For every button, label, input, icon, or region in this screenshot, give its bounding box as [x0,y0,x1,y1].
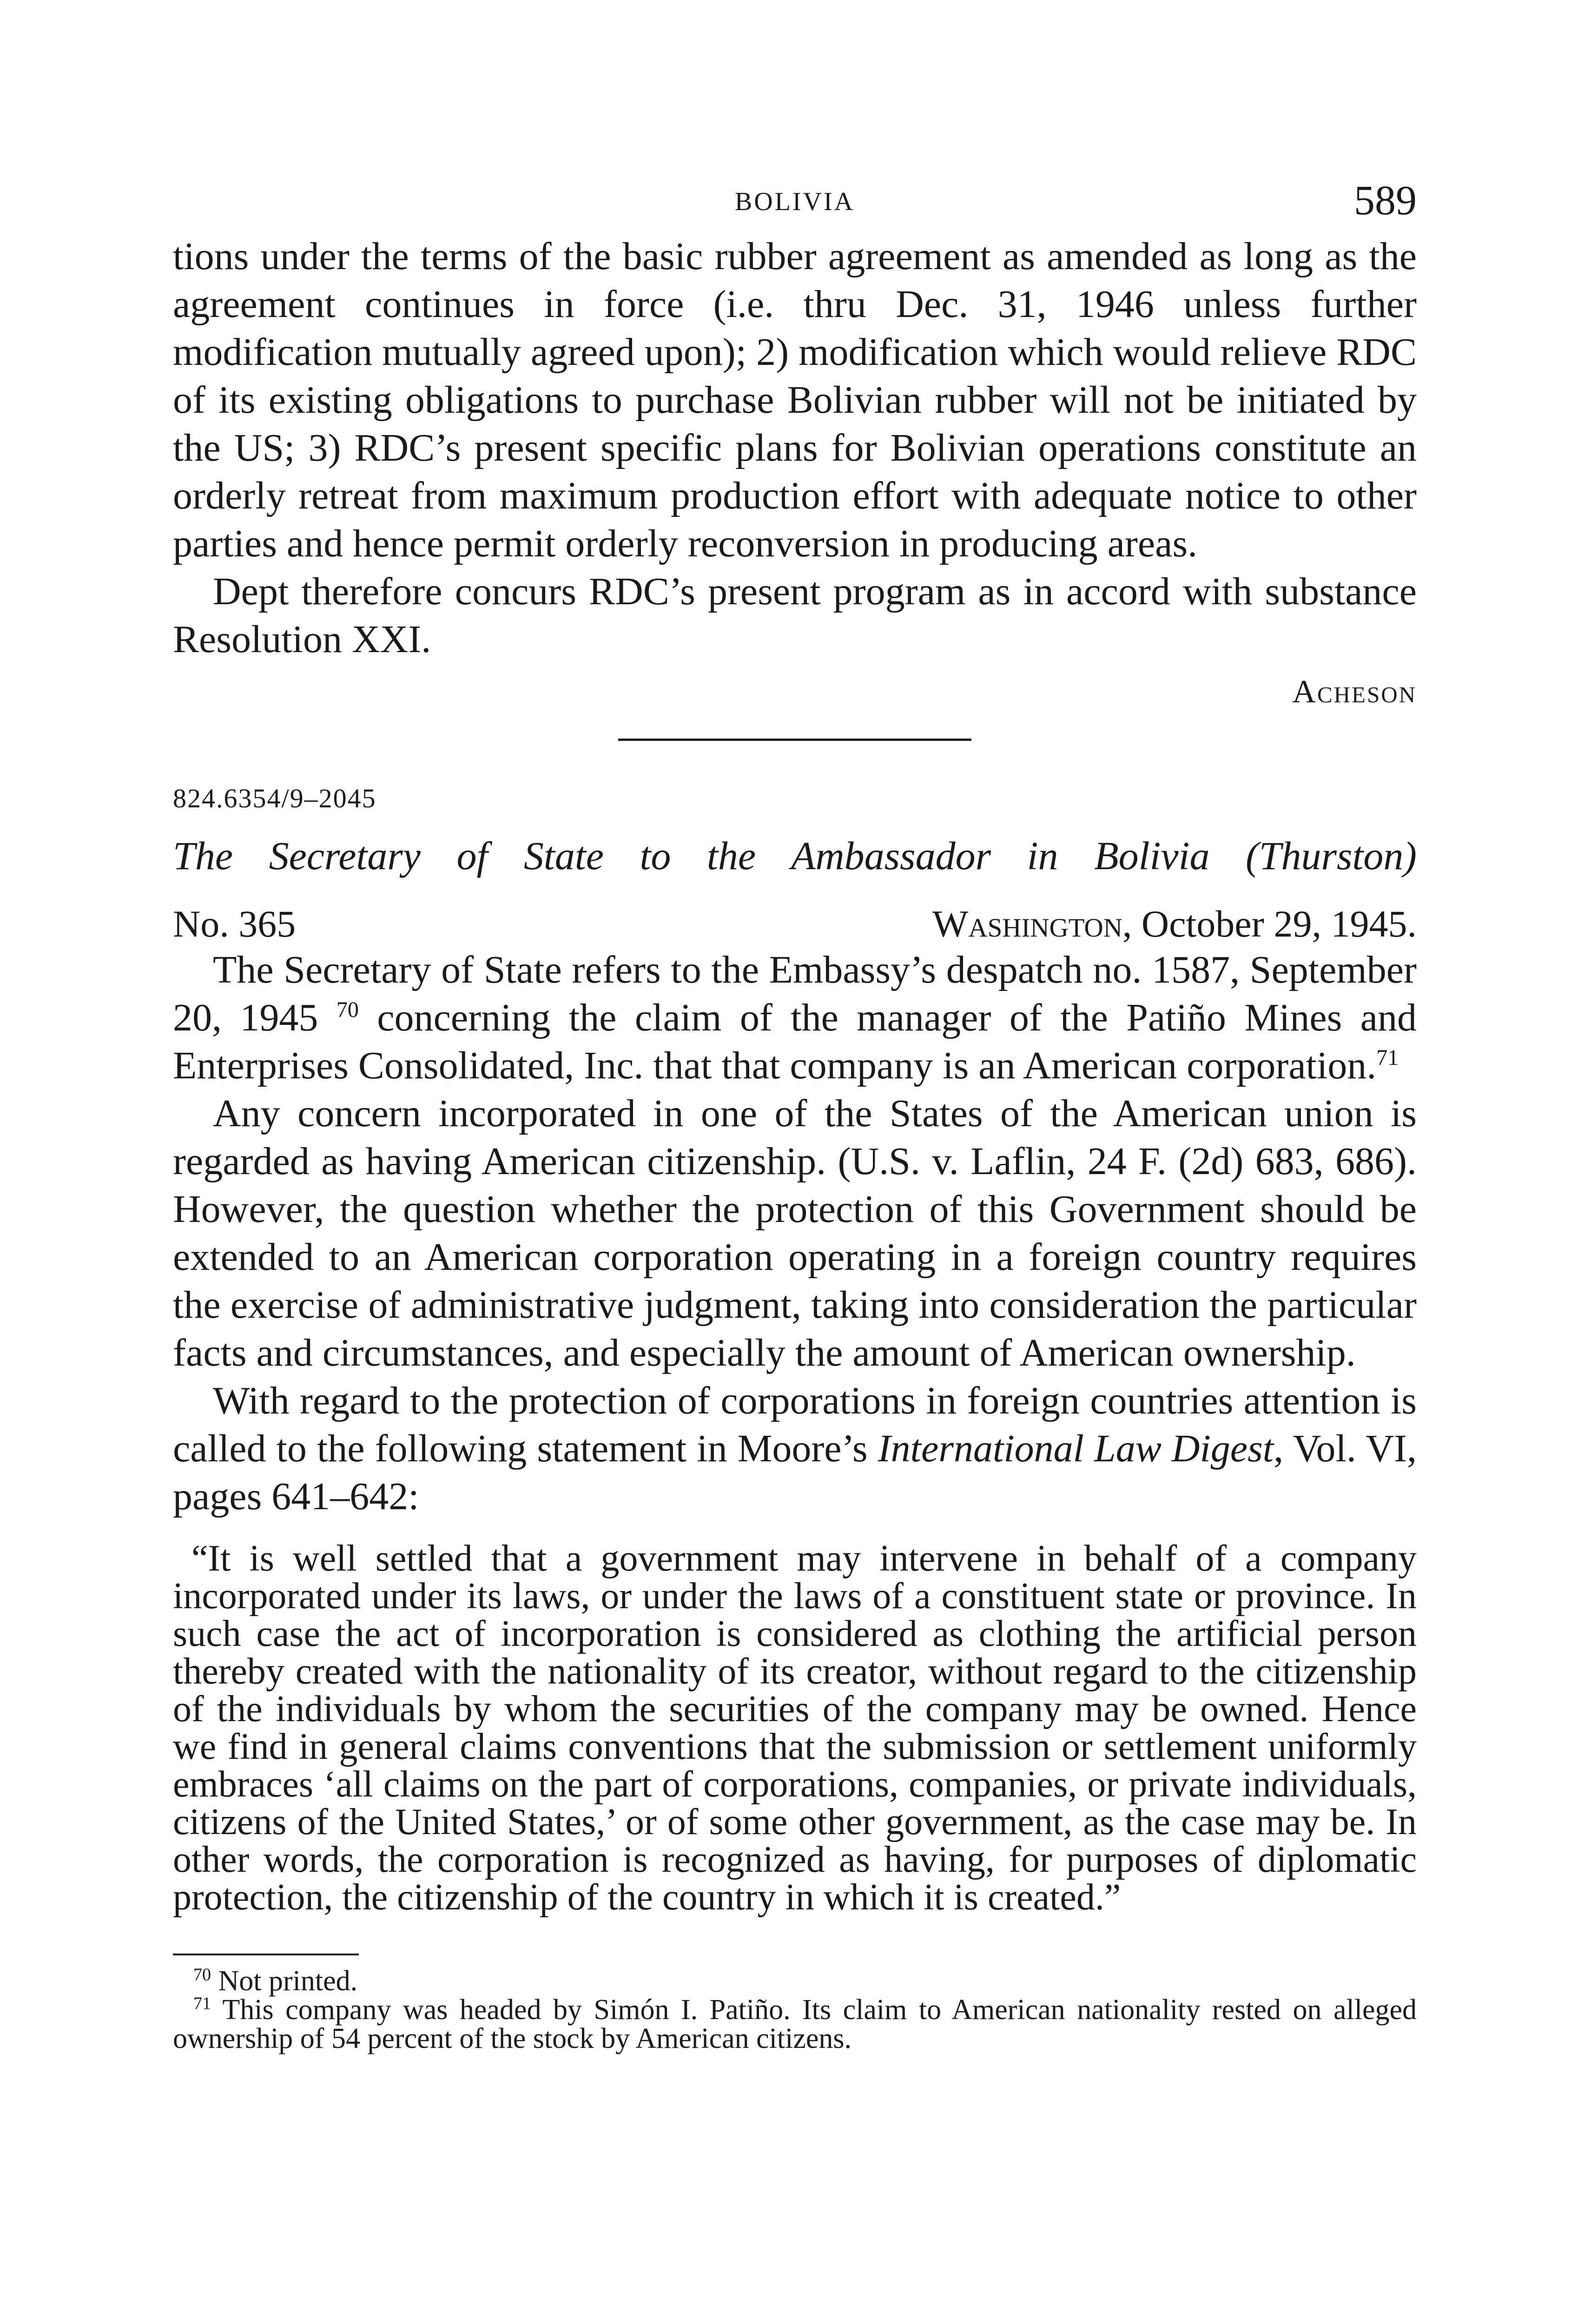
paragraph-1 [173,946,1417,1089]
footnote-70 [173,1967,1417,1995]
footnote-divider [173,1954,359,1955]
footnote-mark: 71 [193,1994,211,2014]
running-header [173,177,1417,232]
footnotes [173,1967,1417,2053]
citation-title: International Law Digest [878,1427,1274,1470]
place-date [932,902,1417,946]
page-number: 589 [1354,178,1417,224]
footnote-ref-70: 70 [336,997,359,1022]
block-quote: “It is well settled that a government may intervene in behalf of a company incorporated under its laws, or under the laws of a constituent state or province. In such case the act of incorporation is considered as clothing the artificial person thereby created with the nationality of its creator, without regard to the citizenship of the individuals by whom the securities of the company may be owned. Hence we find in general claims conventions that the submission or settlement uniformly embraces ‘all claims on the part of corporations, companies, or private individuals, citizens of the United States,’ or of some other government, as the case may be. In other words, the corporation is recognized as having, for purposes of diplomatic protection, the citizenship of the country in which it is created.” [173,1538,1417,1918]
footnote-71 [173,1995,1417,2053]
despatch-number: No. 365 [173,903,296,945]
document-page [173,177,1417,2053]
paragraph-2: Any concern incorporated in one of the States of the American union is regarded as having American citizenship. (U.S. v. Laflin, 24 F. (2d) 683, 686). However, the question whether the protection of this Government should be extended to an American corporation operating in a foreign country requires the exercise of administrative judgment, taking into consideration the particular facts and circumstances, and especially the amount of American ownership. [173,1092,1417,1374]
footnote-ref-71: 71 [1376,1045,1399,1070]
paragraph-1-text: The Secretary of State refers to the Embassy’s despatch no. 1587, September 20, 1945 [173,948,1417,1039]
footnote-text: Not printed. [218,1965,358,1997]
paragraph-3-text: With regard to the protection of corporations in foreign countries attention is called to the following statement in Moore’s [173,1379,1417,1470]
place: Washington [932,903,1122,945]
continuation-paragraph-2: Dept therefore concurs RDC’s present program as in accord with substance Resolution XXI. [173,570,1417,661]
signature: Acheson [1292,674,1417,710]
paragraph-3 [173,1377,1417,1520]
document-heading: The Secretary of State to the Ambassador in Bolivia (Thurston) [173,833,1417,878]
paragraph-1-text-cont: concerning the claim of the manager of the Patiño Mines and Enterprises Consolidated, Inc. that that company is an American corporation. [173,996,1417,1087]
date: , October 29, 1945. [1122,903,1417,945]
running-title: BOLIVIA [734,187,855,216]
section-divider [618,739,971,741]
continuation-paragraph: tions under the terms of the basic rubber agreement as amended as long as the agreement continues in force (i.e. thru Dec. 31, 1946 unless further modification mutually agreed upon); 2) modification which would relieve RDC of its existing obligations to purchase Bolivian rubber will not be initiated by the US; 3) RDC’s present specific plans for Bolivian operations constitute an orderly retreat from maximum production effort with adequate notice to other parties and hence permit orderly reconversion in producing areas. [173,235,1417,565]
file-number: 824.6354/9–2045 [173,783,376,813]
footnote-mark: 70 [193,1965,211,1985]
dateline [173,902,1417,946]
paragraph-3-text-cont: , Vol. VI, pages 641–642: [173,1427,1417,1518]
footnote-text: This company was headed by Simón I. Patiño. Its claim to American nationality rested on alleged ownership of 54 percent of the stock by American citizens. [173,1994,1417,2054]
